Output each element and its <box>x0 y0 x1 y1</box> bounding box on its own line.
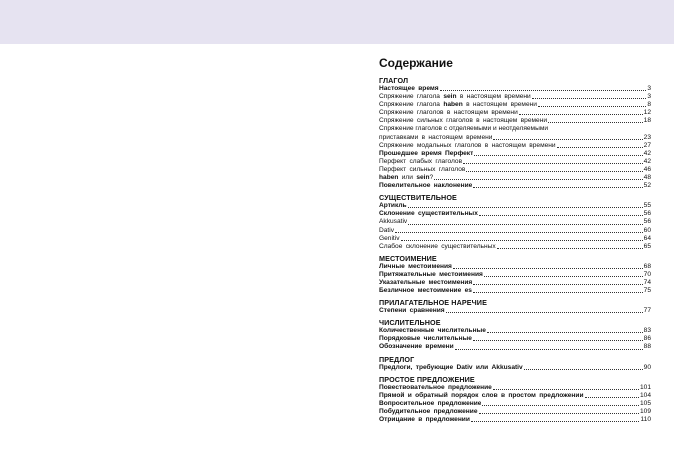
toc-section <box>379 298 651 315</box>
page-number: 90 <box>643 363 651 371</box>
toc-sections <box>379 76 651 424</box>
dot-leader <box>453 268 643 269</box>
toc-entry-text: Склонение существительных <box>379 210 478 218</box>
dot-leader <box>473 187 642 188</box>
page-number: 46 <box>643 165 651 173</box>
toc-entry-text: Прямой и обратный порядок слов в простом предложении <box>379 391 584 399</box>
toc-entry[interactable] <box>379 343 651 351</box>
page-number: 75 <box>643 287 651 295</box>
dot-leader <box>401 240 643 241</box>
toc-section <box>379 254 651 295</box>
toc-entry-text: Указательные местоимения <box>379 278 473 286</box>
page-number: 109 <box>639 407 651 415</box>
toc-entry[interactable] <box>379 182 651 190</box>
dot-leader <box>463 163 643 164</box>
dot-leader <box>473 292 643 293</box>
dot-leader <box>482 405 639 406</box>
toc-entry[interactable] <box>379 174 651 182</box>
toc-entry-text: Обозначение времени <box>379 343 454 351</box>
dot-leader <box>471 421 640 422</box>
dot-leader <box>473 340 643 341</box>
page-number: 101 <box>639 383 651 391</box>
dot-leader <box>497 248 643 249</box>
toc-entry-text: Количественные числительные <box>379 327 486 335</box>
toc-entry-text: Притяжательные местоимения <box>379 270 483 278</box>
section-heading: СУЩЕСТВИТЕЛЬНОЕ <box>379 193 457 203</box>
toc-entry[interactable] <box>379 287 651 295</box>
top-band <box>0 0 674 44</box>
page-title: Содержание <box>379 56 453 70</box>
page-number: 3 <box>647 85 651 92</box>
toc-entry-text: Повествовательное предложение <box>379 383 492 391</box>
toc-entry-text: Побудительное предложение <box>379 407 478 415</box>
toc-entry[interactable] <box>379 243 651 251</box>
toc-entry[interactable] <box>379 125 651 141</box>
page-number: 88 <box>643 343 651 351</box>
toc-entry-text: Перфект сильных глаголов <box>379 165 466 173</box>
toc-entry[interactable] <box>379 117 651 125</box>
toc-entry-text: Отрицание в предложении <box>379 416 470 423</box>
toc-entry[interactable] <box>379 327 651 335</box>
toc-entry[interactable] <box>379 392 651 400</box>
entry-fragment: ? <box>429 174 434 182</box>
page-number: 110 <box>640 416 651 423</box>
toc-section <box>379 355 651 372</box>
toc-entry-text: Genitiv <box>379 234 400 242</box>
toc-entry[interactable] <box>379 150 651 158</box>
toc-entry-line <box>379 134 651 142</box>
toc-entry-text: приставками в настоящем времени <box>379 133 493 141</box>
dot-leader <box>585 397 639 398</box>
toc-entry[interactable] <box>379 227 651 235</box>
toc-entry[interactable] <box>379 142 651 150</box>
section-heading: ПРЕДЛОГ <box>379 354 415 364</box>
dot-leader <box>519 114 643 115</box>
toc-entry-text: Dativ <box>379 226 395 234</box>
page-number: 64 <box>643 234 651 242</box>
dot-leader <box>479 215 643 216</box>
page-number: 77 <box>643 307 651 315</box>
toc-entry-text: Akkusativ <box>379 218 408 226</box>
toc-entry-text: Спряжение глаголов с отделяемыми и неотделяемыми <box>379 125 549 133</box>
toc-entry-text: Спряжение модальных глаголов в настоящем времени <box>379 141 556 149</box>
page-number: 55 <box>643 202 651 210</box>
toc-entry-text: Степени сравнения <box>379 307 445 315</box>
page-number: 52 <box>643 182 651 190</box>
dot-leader <box>484 276 643 277</box>
toc-entry-text: Безличное местоимение es <box>379 287 472 295</box>
dot-leader <box>474 155 642 156</box>
toc-entry[interactable] <box>379 109 651 117</box>
toc-entry[interactable] <box>379 235 651 243</box>
toc-entry[interactable] <box>379 202 651 210</box>
toc-entry[interactable] <box>379 416 651 424</box>
dot-leader <box>532 98 647 99</box>
toc-entry[interactable] <box>379 335 651 343</box>
page-number: 83 <box>643 327 651 335</box>
dot-leader <box>434 179 642 180</box>
page-number: 23 <box>643 133 651 141</box>
toc-entry[interactable] <box>379 384 651 392</box>
section-heading: ПРОСТОЕ ПРЕДЛОЖЕНИЕ <box>379 374 475 384</box>
toc-entry-text: Спряжение сильных глаголов в настоящем времени <box>379 117 548 125</box>
page-number: 27 <box>643 141 651 149</box>
toc-entry[interactable] <box>379 101 651 109</box>
toc-entry-text <box>379 174 433 182</box>
toc-entry[interactable] <box>379 210 651 218</box>
dot-leader <box>524 369 643 370</box>
entry-fragment: или <box>398 174 417 182</box>
entry-fragment: в настоящем времени <box>456 93 531 101</box>
dot-leader <box>395 232 643 233</box>
dot-leader <box>557 147 643 148</box>
dot-leader <box>408 207 643 208</box>
dot-leader <box>466 171 642 172</box>
dot-leader <box>440 90 647 91</box>
page-number: 48 <box>643 174 651 182</box>
toc-entry[interactable] <box>379 400 651 408</box>
table-of-contents <box>379 56 651 427</box>
section-heading: ЧИСЛИТЕЛЬНОЕ <box>379 318 441 328</box>
toc-entry-text: Повелительное наклонение <box>379 182 473 190</box>
page-number: 18 <box>643 117 651 125</box>
dot-leader <box>548 122 643 123</box>
toc-entry-text: Артикль <box>379 202 407 210</box>
toc-entry-text: Порядковые числительные <box>379 335 472 343</box>
toc-entry[interactable] <box>379 279 651 287</box>
toc-entry[interactable] <box>379 158 651 166</box>
toc-entry-text: Слабое склонение существительных <box>379 242 496 250</box>
dot-leader <box>479 413 639 414</box>
toc-entry-text: Спряжение глаголов в настоящем времени <box>379 109 518 117</box>
entry-fragment: Спряжение глагола <box>379 101 444 109</box>
toc-entry[interactable] <box>379 271 651 279</box>
page-number: 68 <box>643 262 651 270</box>
page-number: 8 <box>647 101 651 109</box>
toc-entry[interactable] <box>379 93 651 101</box>
page-number: 42 <box>643 149 651 157</box>
dot-leader <box>455 349 643 350</box>
toc-entry[interactable] <box>379 263 651 271</box>
page-number: 86 <box>643 335 651 343</box>
page-number: 105 <box>639 399 651 407</box>
dot-leader <box>408 224 642 225</box>
page-number: 56 <box>643 210 651 218</box>
dot-leader <box>493 139 642 140</box>
toc-entry[interactable] <box>379 364 651 372</box>
page-number: 42 <box>643 157 651 165</box>
section-heading: МЕСТОИМЕНИЕ <box>379 253 437 263</box>
toc-section <box>379 375 651 424</box>
page-number: 70 <box>643 270 651 278</box>
toc-entry[interactable] <box>379 408 651 416</box>
toc-entry-text: Вопросительное предложение <box>379 399 482 407</box>
toc-entry[interactable] <box>379 218 651 226</box>
toc-entry-text: Личные местоимения <box>379 262 452 270</box>
entry-keyword: sein <box>416 174 430 182</box>
section-heading: ПРИЛАГАТЕЛЬНОЕ НАРЕЧИЕ <box>379 298 487 308</box>
dot-leader <box>487 332 643 333</box>
toc-entry-text: Перфект слабых глаголов <box>379 157 463 165</box>
entry-keyword: sein <box>443 93 457 101</box>
dot-leader <box>493 389 639 390</box>
page-number: 74 <box>643 278 651 286</box>
page-number: 60 <box>643 226 651 234</box>
dot-leader <box>446 312 643 313</box>
toc-entry-text <box>379 93 531 101</box>
toc-section <box>379 193 651 251</box>
toc-entry-text: Предлоги, требующие Dativ или Akkusativ <box>379 363 523 371</box>
page-number: 56 <box>643 218 651 226</box>
page-number: 104 <box>639 391 651 399</box>
entry-keyword: haben <box>443 101 463 109</box>
toc-entry-text <box>379 101 537 109</box>
entry-fragment: в настоящем времени <box>462 101 537 109</box>
toc-section <box>379 318 651 351</box>
toc-entry-text: Прошедшее время Перфект <box>379 149 474 157</box>
entry-fragment: Спряжение глагола <box>379 93 444 101</box>
page-number: 65 <box>643 242 651 250</box>
page-number: 3 <box>647 93 651 101</box>
entry-keyword: haben <box>379 174 399 182</box>
page-number: 12 <box>643 109 651 117</box>
toc-entry[interactable] <box>379 166 651 174</box>
toc-entry[interactable] <box>379 307 651 315</box>
toc-entry-text: Настоящее время <box>379 85 439 92</box>
dot-leader <box>473 284 642 285</box>
toc-section <box>379 76 651 190</box>
dot-leader <box>538 106 646 107</box>
section-heading: ГЛАГОЛ <box>379 76 409 85</box>
toc-entry[interactable] <box>379 85 651 93</box>
